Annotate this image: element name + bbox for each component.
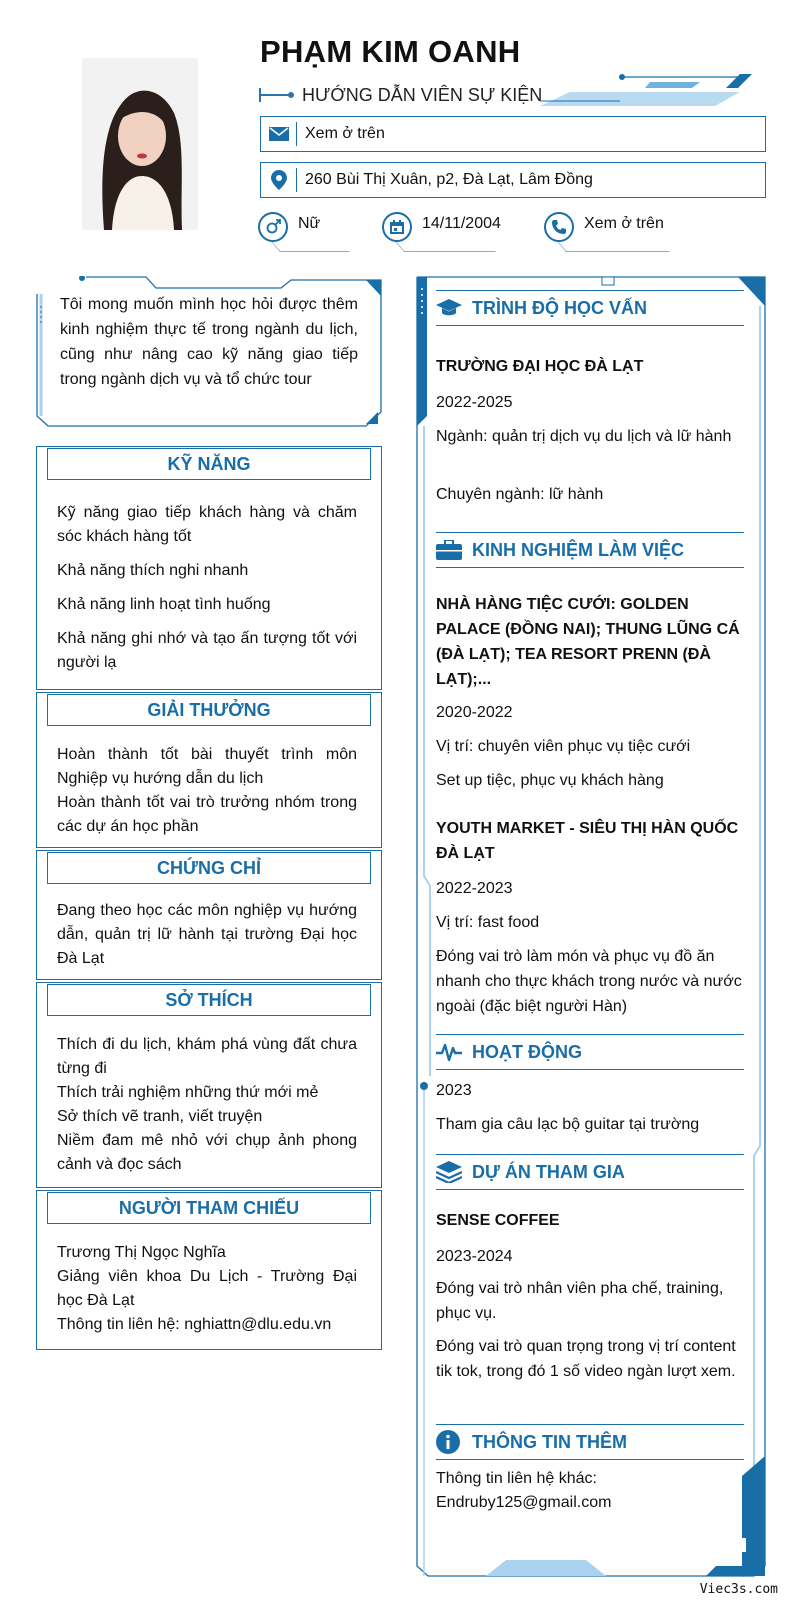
career-objective — [36, 276, 382, 428]
birthday-underline — [392, 238, 496, 252]
project-description: Đóng vai trò quan trọng trong vị trí content tik tok, trong đó 1 số video ngàn lượt xem. — [436, 1338, 736, 1380]
hobby-item: Niềm đam mê nhỏ với chụp ảnh phong cảnh và đọc sách — [57, 1132, 357, 1173]
gender-icon — [258, 212, 288, 242]
awards-section — [36, 692, 382, 848]
job-period: 2020-2022 — [436, 704, 513, 721]
hobby-item: Thích trải nghiệm những thứ mới mẻ — [57, 1084, 319, 1101]
graduation-cap-icon — [436, 296, 466, 320]
candidate-name: PHẠM KIM OANH — [260, 34, 521, 69]
education-heading — [436, 290, 744, 326]
skills-heading: KỸ NĂNG — [47, 448, 371, 480]
references-heading: NGƯỜI THAM CHIẾU — [47, 1192, 371, 1224]
envelope-icon — [261, 122, 297, 146]
experience-heading — [436, 532, 744, 568]
experience-title: KINH NGHIỆM LÀM VIỆC — [472, 539, 685, 560]
job-period: 2022-2023 — [436, 880, 513, 897]
certificates-heading: CHỨNG CHỈ — [47, 852, 371, 884]
skill-item: Khả năng thích nghi nhanh — [57, 562, 249, 579]
briefcase-icon — [436, 538, 466, 562]
projects-heading — [436, 1154, 744, 1190]
profile-photo — [82, 58, 198, 230]
reference-item: Giảng viên khoa Du Lịch - Trường Đại học Đà Lạt — [57, 1268, 357, 1309]
gender-value: Nữ — [298, 215, 321, 232]
job-company: NHÀ HÀNG TIỆC CƯỚI: GOLDEN PALACE (ĐỒNG NAI); THUNG LŨNG CÁ (ĐÀ LẠT); TEA RESORT PRENN (ĐÀ LẠT);... — [436, 596, 740, 688]
hobbies-list — [57, 1033, 357, 1177]
additional-info-heading — [436, 1424, 744, 1460]
hobby-item: Sở thích vẽ tranh, viết truyện — [57, 1108, 263, 1125]
job-description: Đóng vai trò làm món và phục vụ đồ ăn nhanh cho thực khách trong nước và nước ngoài (đặc biệt người Hàn) — [436, 948, 742, 1015]
info-icon — [436, 1430, 466, 1454]
activities-title: HOẠT ĐỘNG — [472, 1041, 582, 1062]
project-name: SENSE COFFEE — [436, 1212, 560, 1229]
awards-list — [57, 743, 357, 839]
activities-heading — [436, 1034, 744, 1070]
certificate-item: Đang theo học các môn nghiệp vụ hướng dẫn, quản trị lữ hành tại trường Đại học Đà Lạt — [57, 902, 357, 967]
reference-item: Thông tin liên hệ: nghiattn@dlu.edu.vn — [57, 1316, 332, 1333]
job-position: Vị trí: chuyên viên phục vụ tiệc cưới — [436, 738, 691, 755]
award-item: Hoàn thành tốt vai trò trưởng nhóm trong các dự án học phần — [57, 794, 357, 835]
job-position: Vị trí: fast food — [436, 914, 540, 931]
skills-list — [57, 501, 357, 685]
project-period: 2023-2024 — [436, 1248, 513, 1265]
layers-icon — [436, 1160, 466, 1184]
additional-info-title: THÔNG TIN THÊM — [472, 1431, 627, 1452]
hobbies-section — [36, 982, 382, 1188]
additional-info-label: Thông tin liên hệ khác: — [436, 1470, 597, 1487]
education-title: TRÌNH ĐỘ HỌC VẤN — [472, 297, 647, 318]
map-pin-icon — [261, 168, 297, 192]
skill-item: Khả năng linh hoạt tình huống — [57, 596, 271, 613]
awards-heading: GIẢI THƯỞNG — [47, 694, 371, 726]
objective-text: Tôi mong muốn mình học hỏi được thêm kinh nghiệm thực tế trong ngành du lịch, cũng như nâng cao kỹ năng giao tiếp trong ngành dịch vụ và tổ chức tour — [60, 296, 358, 388]
certificates-section — [36, 850, 382, 980]
hobbies-heading: SỞ THÍCH — [47, 984, 371, 1016]
skill-item: Khả năng ghi nhớ và tạo ấn tượng tốt với người lạ — [57, 630, 357, 671]
phone-value: Xem ở trên — [584, 215, 664, 232]
job-description: Set up tiệc, phục vụ khách hàng — [436, 772, 664, 789]
additional-info-email: Endruby125@gmail.com — [436, 1494, 612, 1511]
activity-period: 2023 — [436, 1082, 472, 1099]
job-title-row — [260, 82, 542, 108]
project-description: Đóng vai trò nhân viên pha chế, training, phục vụ. — [436, 1280, 724, 1322]
gender-underline — [268, 238, 350, 252]
certificates-list — [57, 899, 357, 971]
email-box — [260, 116, 766, 152]
job-company: YOUTH MARKET - SIÊU THỊ HÀN QUỐC ĐÀ LẠT — [436, 820, 739, 862]
education-major: Ngành: quản trị dịch vụ du lịch và lữ hành — [436, 428, 732, 445]
award-item: Hoàn thành tốt bài thuyết trình môn Nghiệp vụ hướng dẫn du lịch — [57, 746, 357, 787]
personal-meta-row — [258, 208, 778, 252]
hobby-item: Thích đi du lịch, khám phá vùng đất chưa từng đi — [57, 1036, 357, 1077]
email-value: Xem ở trên — [305, 125, 385, 142]
job-title: HƯỚNG DẪN VIÊN SỰ KIỆN — [302, 84, 543, 105]
skills-section — [36, 446, 382, 690]
address-box — [260, 162, 766, 198]
projects-title: DỰ ÁN THAM GIA — [472, 1161, 625, 1182]
education-specialization: Chuyên ngành: lữ hành — [436, 486, 604, 503]
phone-icon — [544, 212, 574, 242]
pulse-icon — [436, 1040, 466, 1064]
activity-description: Tham gia câu lạc bộ guitar tại trường — [436, 1116, 700, 1133]
footer-watermark: Viec3s.com — [699, 1582, 778, 1597]
reference-item: Trương Thị Ngọc Nghĩa — [57, 1244, 226, 1261]
references-section — [36, 1190, 382, 1350]
address-value: 260 Bùi Thị Xuân, p2, Đà Lạt, Lâm Đồng — [305, 171, 593, 188]
phone-underline — [554, 238, 670, 252]
references-list — [57, 1241, 357, 1337]
header-circuit-decoration — [540, 74, 770, 114]
calendar-icon — [382, 212, 412, 242]
title-line-decoration — [260, 94, 292, 96]
education-school: TRƯỜNG ĐẠI HỌC ĐÀ LẠT — [436, 358, 644, 375]
birthday-value: 14/11/2004 — [422, 215, 501, 232]
education-period: 2022-2025 — [436, 394, 513, 411]
skill-item: Kỹ năng giao tiếp khách hàng và chăm sóc khách hàng tốt — [57, 504, 357, 545]
